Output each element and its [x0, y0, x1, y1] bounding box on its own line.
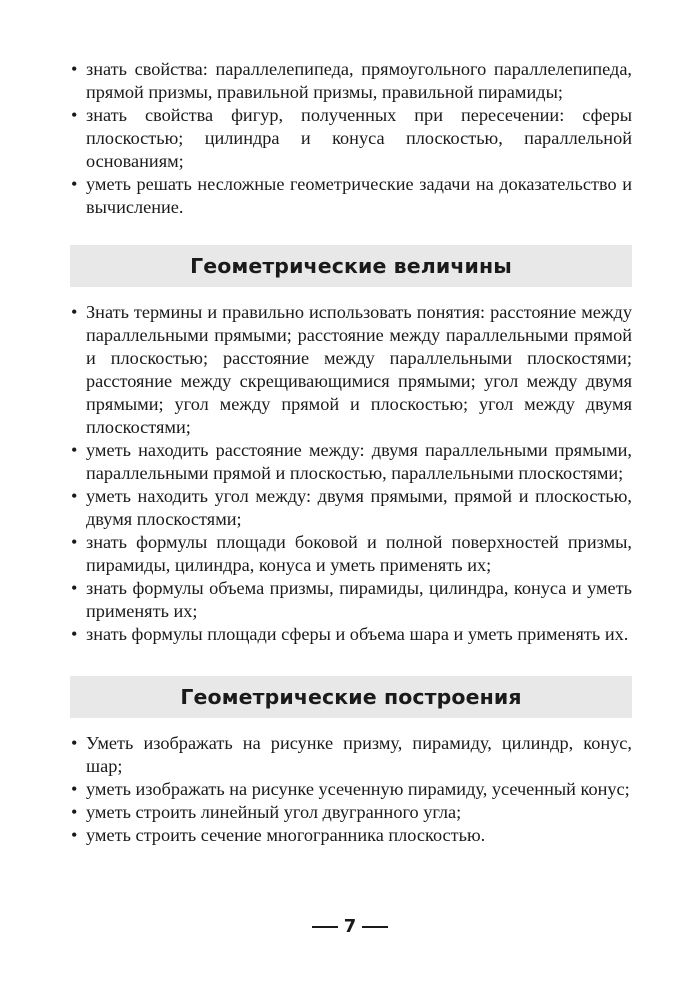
page-number [0, 916, 700, 937]
list-item: • знать свойства: параллелепипеда, прямоугольного параллелепипеда, прямой призмы, правильной призмы, правильной пирамиды; [70, 58, 632, 104]
list-item: • уметь строить сечение многогранника плоскостью. [70, 824, 632, 847]
list-item: • уметь строить линейный угол двугранного угла; [70, 801, 632, 824]
list-item: • уметь решать несложные геометрические задачи на доказательство и вычисление. [70, 173, 632, 219]
quantities-list [70, 301, 632, 646]
list-item: • знать формулы объема призмы, пирамиды, цилиндра, конуса и уметь применять их; [70, 577, 632, 623]
section-title: Геометрические построения [180, 685, 522, 709]
list-item: • знать свойства фигур, полученных при пересечении: сферы плоскостью; цилиндра и конуса плоскостью, параллельной основаниям; [70, 104, 632, 173]
list-item: • уметь находить угол между: двумя прямыми, прямой и плоскостью, двумя плоскостями; [70, 485, 632, 531]
list-item: • знать формулы площади боковой и полной поверхностей призмы, пирамиды, цилиндра, конуса и уметь применять их; [70, 531, 632, 577]
dash-right [362, 926, 388, 928]
page-content [70, 58, 632, 847]
list-item: • Знать термины и правильно использовать понятия: расстояние между параллельными прямыми; расстояние между параллельными прямой и плоскостью; расстояние между параллельными плоскостями; расстояние между скрещивающимися прямыми; угол между двумя прямыми; угол между прямой и плоскостью; угол между двумя плоскостями; [70, 301, 632, 439]
dash-left [312, 926, 338, 928]
section-title: Геометрические величины [190, 254, 512, 278]
constructions-list [70, 732, 632, 847]
section-heading-quantities [70, 245, 632, 287]
list-item: • уметь изображать на рисунке усеченную пирамиду, усеченный конус; [70, 778, 632, 801]
list-item: • знать формулы площади сферы и объема шара и уметь применять их. [70, 623, 632, 646]
intro-list [70, 58, 632, 219]
list-item: • Уметь изображать на рисунке призму, пирамиду, цилиндр, конус, шар; [70, 732, 632, 778]
page-number-value: 7 [343, 916, 357, 937]
section-heading-constructions [70, 676, 632, 718]
list-item: • уметь находить расстояние между: двумя параллельными прямыми, параллельными прямой и плоскостью, параллельными плоскостями; [70, 439, 632, 485]
